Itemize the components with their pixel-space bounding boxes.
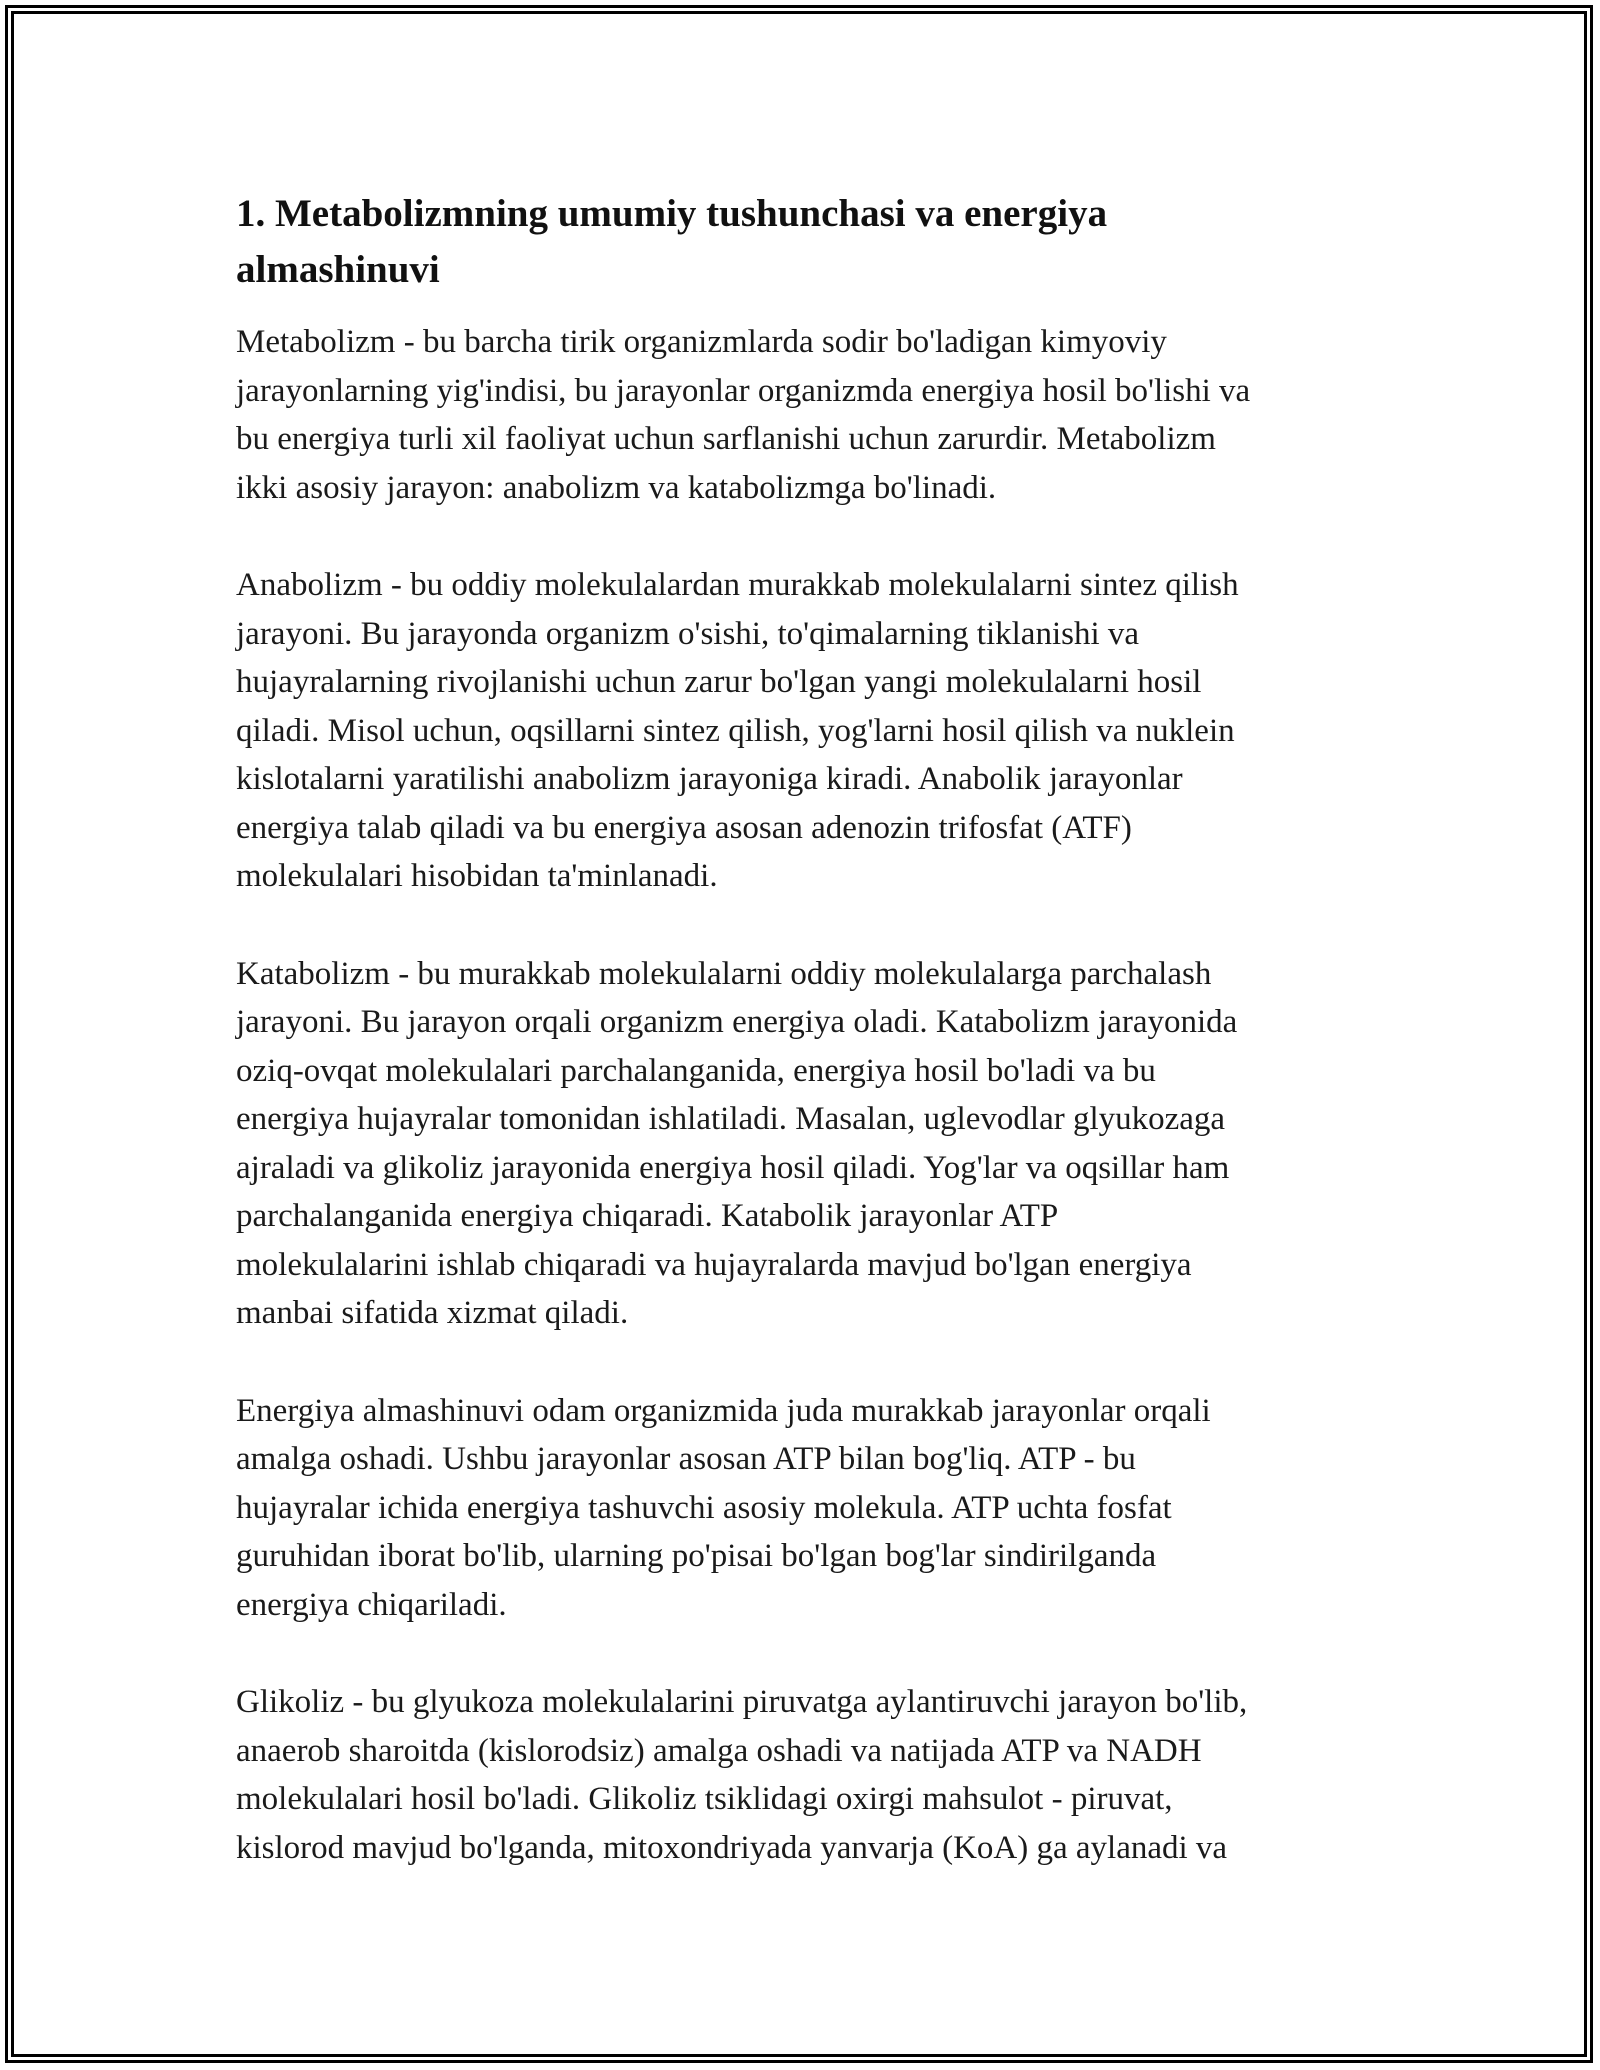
section-heading: 1. Metabolizmning umumiy tushunchasi va energiya almashinuvi bbox=[236, 192, 1108, 291]
paragraph-glycolysis: Glikoliz - bu glyukoza molekulalarini piruvatga aylantiruvchi jarayon bo'lib, anaerob sharoitda (kislorodsiz) amalga oshadi va natijada ATP va NADH molekulalari hosil bo'ladi. Glikoliz tsiklidagi oxirgi mahsulot - piruvat, kislorod mavjud bo'lganda, mitoxondriyada yanvarja (KoA) ga aylanadi va bbox=[236, 1684, 1248, 1866]
paragraph-catabolism: Katabolizm - bu murakkab molekulalarni oddiy molekulalarga parchalash jarayoni. Bu jarayon orqali organizm energiya oladi. Katabolizm jarayonida oziq-ovqat molekulalari parchalanganida, energiya hosil bo'ladi va bu energiya hujayralar tomonidan ishlatiladi. Masalan, uglevodlar glyukozaga ajraladi va glikoliz jarayonida energiya hosil qiladi. Yog'lar va oqsillar ham parchalanganida energiya chiqaradi. Katabolik jarayonlar ATP molekulalarini ishlab chiqaradi va hujayralarda mavjud bo'lgan energiya manbai sifatida xizmat qiladi. bbox=[236, 955, 1238, 1331]
document-page bbox=[236, 186, 1376, 1921]
paragraph-energy-exchange: Energiya almashinuvi odam organizmida juda murakkab jarayonlar orqali amalga oshadi. Ushbu jarayonlar asosan ATP bilan bog'liq. ATP - bu hujayralar ichida energiya tashuvchi asosiy molekula. ATP uchta fosfat guruhidan iborat bo'lib, ularning po'pisai bo'lgan bog'lar sindirilganda energiya chiqariladi. bbox=[236, 1392, 1211, 1623]
paragraph-anabolism: Anabolizm - bu oddiy molekulalardan murakkab molekulalarni sintez qilish jarayoni. Bu jarayonda organizm o'sishi, to'qimalarning tiklanishi va hujayralarning rivojlanishi uchun zarur bo'lgan yangi molekulalarni hosil qiladi. Misol uchun, oqsillarni sintez qilish, yog'larni hosil qilish va nuklein kislotalarni yaratilishi anabolizm jarayoniga kiradi. Anabolik jarayonlar energiya talab qiladi va bu energiya asosan adenozin trifosfat (ATF) molekulalari hisobidan ta'minlanadi. bbox=[236, 567, 1239, 894]
paragraph-metabolism: Metabolizm - bu barcha tirik organizmlarda sodir bo'ladigan kimyoviy jarayonlarning yig'indisi, bu jarayonlar organizmda energiya hosil bo'lishi va bu energiya turli xil faoliyat uchun sarflanishi uchun zarurdir. Metabolizm ikki asosiy jarayon: anabolizm va katabolizmga bo'linadi. bbox=[236, 324, 1251, 506]
